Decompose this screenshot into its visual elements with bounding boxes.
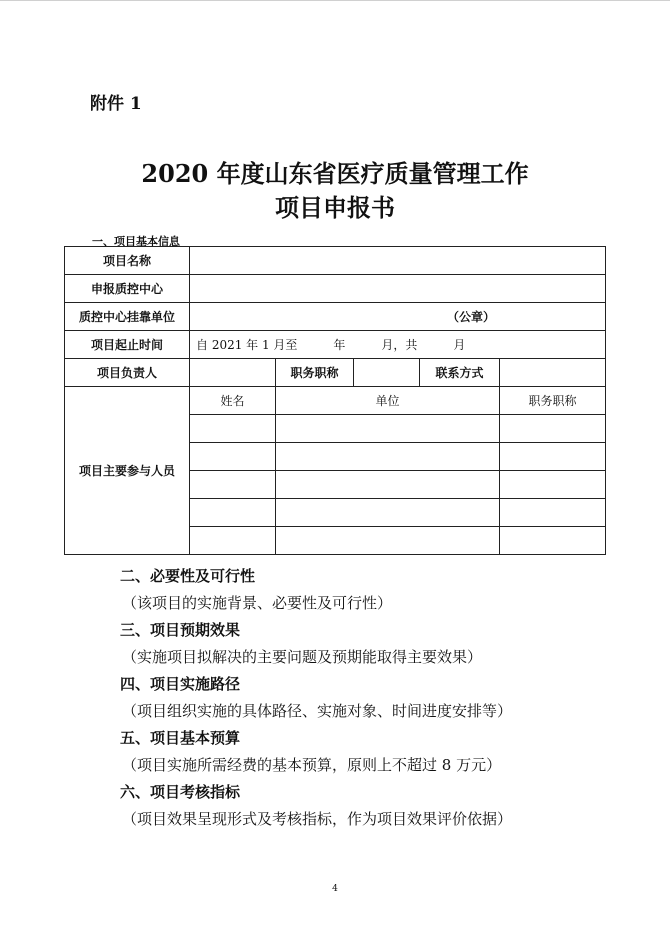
project-name-field[interactable]	[190, 247, 606, 275]
top-border	[0, 0, 670, 1]
member-title-header: 职务职称	[500, 387, 606, 415]
member-unit-cell[interactable]	[276, 527, 500, 555]
member-title-cell[interactable]	[500, 415, 606, 443]
member-name-cell[interactable]	[190, 471, 276, 499]
row-period	[65, 331, 606, 359]
section-heading: 六、项目考核指标	[120, 783, 241, 801]
section-heading: 四、项目实施路径	[120, 675, 241, 693]
application-form-table	[64, 246, 606, 555]
contact-label: 联系方式	[420, 359, 500, 387]
document-title: 2020 年度山东省医疗质量管理工作	[141, 159, 529, 188]
member-unit-cell[interactable]	[276, 443, 500, 471]
section-note: （项目实施所需经费的基本预算，原则上不超过 8 万元）	[122, 756, 502, 774]
section-note: （实施项目拟解决的主要问题及预期能取得主要效果）	[122, 648, 483, 666]
leader-label: 项目负责人	[65, 359, 190, 387]
seal-text: （公章）	[447, 310, 496, 324]
member-name-cell[interactable]	[190, 527, 276, 555]
host-unit-label: 质控中心挂靠单位	[65, 303, 190, 331]
period-label: 项目起止时间	[65, 331, 190, 359]
section-note: （项目效果呈现形式及考核指标，作为项目效果评价依据）	[122, 810, 513, 828]
member-title-cell[interactable]	[500, 443, 606, 471]
section-note: （该项目的实施背景、必要性及可行性）	[122, 594, 393, 612]
member-unit-header: 单位	[276, 387, 500, 415]
contact-field[interactable]	[500, 359, 606, 387]
member-name-cell[interactable]	[190, 443, 276, 471]
center-field[interactable]	[190, 275, 606, 303]
leader-title-label: 职务职称	[276, 359, 354, 387]
row-project-name	[65, 247, 606, 275]
member-name-header: 姓名	[190, 387, 276, 415]
attachment-label: 附件 1	[90, 94, 142, 114]
host-unit-field[interactable]	[190, 303, 606, 331]
section-heading: 二、必要性及可行性	[120, 567, 256, 585]
member-name-cell[interactable]	[190, 415, 276, 443]
row-center	[65, 275, 606, 303]
project-name-label: 项目名称	[65, 247, 190, 275]
member-title-cell[interactable]	[500, 471, 606, 499]
row-leader	[65, 359, 606, 387]
center-label: 申报质控中心	[65, 275, 190, 303]
section-note: （项目组织实施的具体路径、实施对象、时间进度安排等）	[122, 702, 513, 720]
page-number: 4	[332, 884, 338, 894]
member-unit-cell[interactable]	[276, 471, 500, 499]
row-host-unit	[65, 303, 606, 331]
member-unit-cell[interactable]	[276, 499, 500, 527]
section-basic-info-title: 一、项目基本信息	[92, 235, 180, 248]
period-field[interactable]: 自 2021 年 1 月至 年 月，共 月	[190, 331, 606, 359]
sections-list	[120, 566, 512, 836]
member-name-cell[interactable]	[190, 499, 276, 527]
document-subtitle: 项目申报书	[275, 193, 395, 222]
member-unit-cell[interactable]	[276, 415, 500, 443]
section-heading: 三、项目预期效果	[120, 621, 241, 639]
member-title-cell[interactable]	[500, 527, 606, 555]
leader-title-field[interactable]	[354, 359, 420, 387]
members-label: 项目主要参与人员	[65, 387, 190, 555]
leader-field[interactable]	[190, 359, 276, 387]
section-heading: 五、项目基本预算	[120, 729, 241, 747]
member-title-cell[interactable]	[500, 499, 606, 527]
row-members-header	[65, 387, 606, 415]
